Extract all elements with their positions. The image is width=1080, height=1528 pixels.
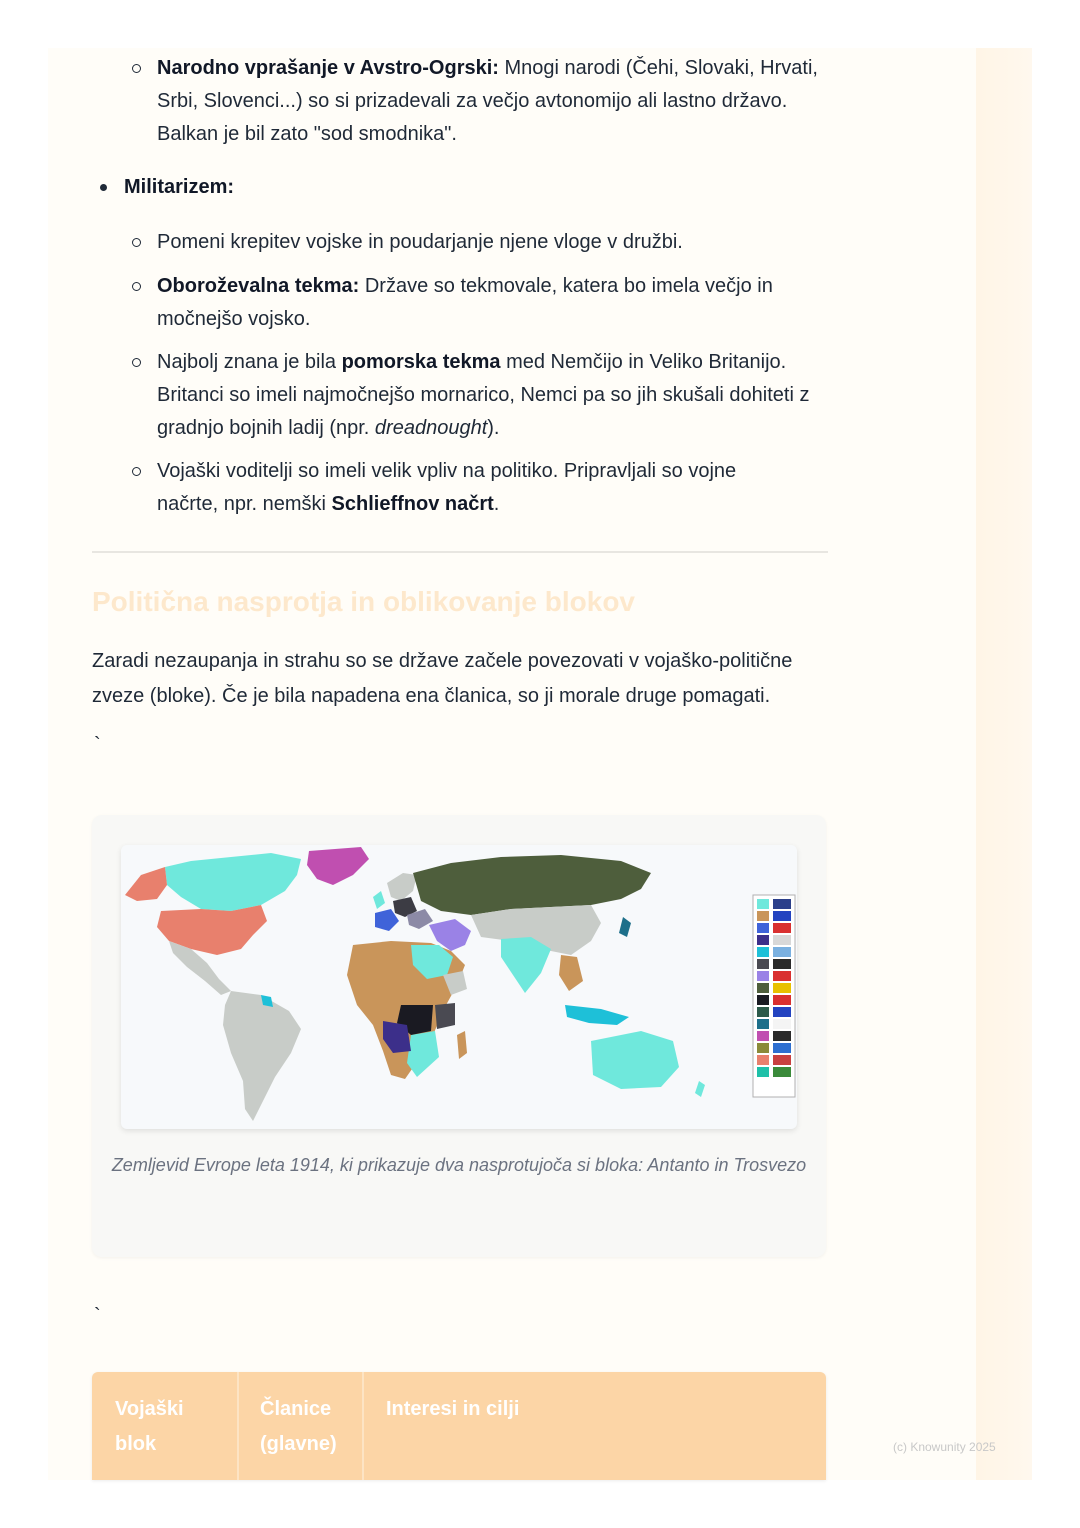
section-paragraph: Zaradi nezaupanja in strahu so se države začele povezovati v vojaško-politične zveze (bloke). Če je bila napadena ena članica, so ji morale druge pomagati. <box>92 650 793 707</box>
list-bullet <box>132 358 141 367</box>
list-item <box>157 455 797 521</box>
list-item-italic: dreadnought <box>374 417 488 439</box>
list-bullet <box>132 467 141 476</box>
table-header-cell: Članice (glavne) <box>260 1398 337 1455</box>
list-item-text: ). <box>487 417 500 439</box>
main-bullet <box>100 184 107 191</box>
table-header-cell: Interesi in cilji <box>386 1398 520 1420</box>
copyright-footer: (c) Knowunity 2025 <box>893 1440 996 1454</box>
table-column-divider <box>237 1372 239 1480</box>
list-item-bold: Narodno vprašanje v Avstro-Ogrski: <box>157 57 499 79</box>
stray-backtick: ` <box>94 1305 101 1327</box>
list-item-text: Mnogi narodi (Čehi, Slovaki, Hrvati, Srbi, Slovenci...) so si prizadevali za večjo avtonomijo ali lastno državo. Balkan je bil zato "sod smodnika". <box>157 57 818 145</box>
table-header-row <box>92 1372 826 1480</box>
section-title: Politična nasprotja in oblikovanje blokov <box>92 586 635 617</box>
list-bullet <box>132 64 141 73</box>
list-item-text: med Nemčijo in Veliko Britanijo. Britanci so imeli najmočnejšo mornarico, Nemci pa so jih skušali dohiteti z gradnjo bojnih ladij (npr. <box>157 351 810 439</box>
world-map-graphic <box>121 845 797 1129</box>
page-card <box>48 48 1032 1480</box>
world-map-image <box>121 845 797 1129</box>
list-item-text: Države so tekmovale, katera bo imela večjo in močnejšo vojsko. <box>157 275 773 330</box>
list-item-narodno <box>157 52 825 151</box>
list-item-text: . <box>493 493 500 515</box>
figure-caption: Zemljevid Evrope leta 1914, ki prikazuje dva nasprotujoča si bloka: Antanto in Trosvezo <box>111 1155 807 1175</box>
side-strip <box>976 48 1032 1480</box>
list-item <box>157 346 837 445</box>
section-divider <box>92 551 828 553</box>
list-item-bold: Oboroževalna tekma: <box>157 275 360 297</box>
list-bullet <box>132 238 141 247</box>
list-bullet <box>132 282 141 291</box>
stray-backtick: ` <box>94 734 101 756</box>
list-item-bold: pomorska tekma <box>341 351 501 373</box>
list-item-text: Vojaški voditelji so imeli velik vpliv na politiko. Pripravljali so vojne načrte, npr. nemški <box>157 460 737 515</box>
table-header-cell: Vojaški blok <box>115 1398 184 1455</box>
list-item-text: Najbolj znana je bila <box>157 351 342 373</box>
table-column-divider <box>362 1372 364 1480</box>
list-item <box>157 226 837 259</box>
list-item-bold: Schlieffnov načrt <box>331 493 494 515</box>
list-item-text: Pomeni krepitev vojske in poudarjanje njene vloge v družbi. <box>157 231 683 253</box>
militarizem-heading: Militarizem: <box>124 176 235 198</box>
list-item <box>157 270 825 336</box>
